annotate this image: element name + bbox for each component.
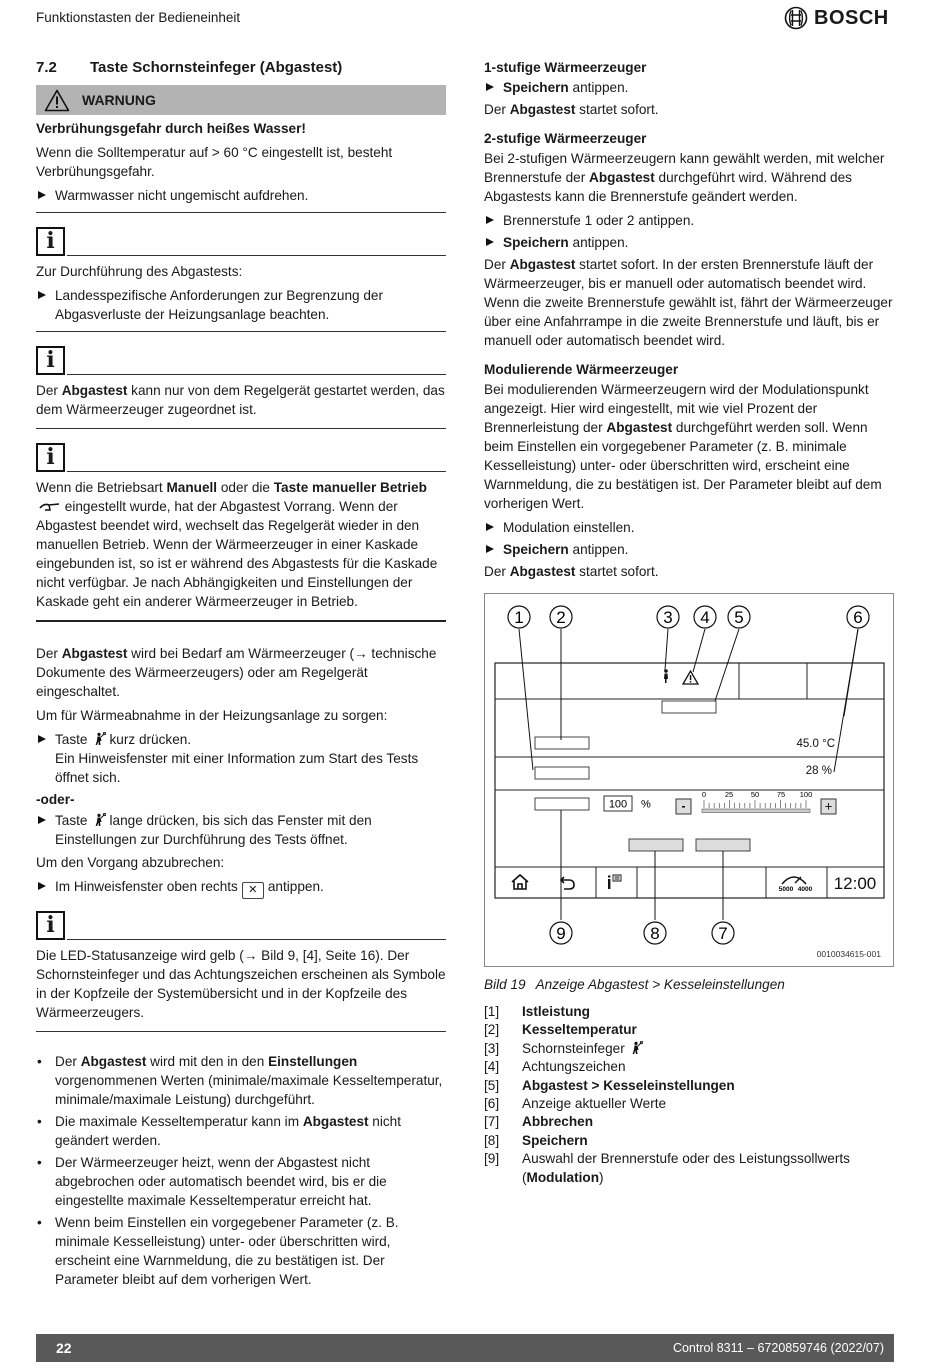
stage-label-placeholder — [535, 798, 589, 810]
info2-text: Der Abgastest kann nur von dem Regelgerät gestartet werden, das dem Wärmeerzeuger zugeordnet ist. — [36, 383, 445, 417]
cancel-button-placeholder — [696, 839, 750, 851]
tick-50: 50 — [750, 790, 760, 799]
step-2-stage-save: Speichern antippen. — [484, 233, 896, 252]
sweep-status-icon — [664, 669, 668, 683]
info-menu-icon — [608, 875, 621, 889]
warning-bar — [36, 85, 446, 115]
step-2-stage-select: Brennerstufe 1 oder 2 antippen. — [484, 211, 896, 230]
legend-index: [2] — [484, 1022, 500, 1038]
home-icon — [512, 875, 528, 889]
bullet-4: • Wenn beim Einstellen ein vorgegebener Parameter (z. B. minimale Kesselleistung) unter- oder überschritten wird, erscheint eine Warnmeldung, die zu bestätigen ist. Der Parameter bleibt auf dem vorherigen Wert. — [36, 1213, 446, 1289]
step-modulation-set: Modulation einstellen. — [484, 518, 896, 537]
subheading-2-stage: 2-stufige Wärmeerzeuger — [484, 131, 647, 146]
para-modulating-start: Der Abgastest startet sofort. — [484, 564, 659, 579]
info1-step: Landesspezifische Anforderungen zur Begrenzung der Abgasverluste der Heizungsanlage beachten. — [36, 286, 446, 324]
chimney-sweep-icon — [92, 732, 106, 746]
info3-text: Wenn die Betriebsart Manuell oder die Taste manueller Betrieb eingestellt wurde, hat der Abgastest Vorrang. Wenn der Abgastest beendet wird, wechselt das Regelgerät wieder in den manuellen Betrieb. Wenn der Wärmeerzeuger in einer Kaskade eingebunden ist, so ist er während des Abgastests für die Kaskade nicht verfügbar. Je nach Abhängigkeiten und Einstellungen der Kaskade geht ein anderer Wärmeerzeuger in Betrieb. — [36, 480, 438, 609]
modulation-value: 100 — [608, 798, 628, 811]
legend-index: [8] — [484, 1132, 500, 1148]
figure-display-diagram — [484, 593, 894, 967]
section-number: 7.2 — [36, 59, 57, 76]
warning-step: Warmwasser nicht ungemischt aufdrehen. — [36, 186, 446, 205]
callout-number-7: 7 — [718, 924, 728, 943]
legend-index: [6] — [484, 1096, 500, 1112]
info-header-1 — [36, 227, 446, 256]
bullet-1: • Der Abgastest wird mit den in den Einstellungen vorgenommenen Werten (minimale/maximale Kesseltemperatur, minimale/maximale Leistung) durchgeführt. — [36, 1052, 446, 1109]
legend-label: Auswahl der Brennerstufe oder des Leistungssollwerts (Modulation) — [522, 1151, 850, 1185]
legend-index: [5] — [484, 1077, 500, 1093]
info-icon: i — [36, 227, 65, 256]
power-label-placeholder — [535, 767, 589, 779]
warning-box — [36, 119, 446, 213]
info-box-2 — [36, 381, 446, 429]
info-box-1 — [36, 262, 446, 332]
figure-code: 0010034615-001 — [816, 949, 881, 959]
legend-item — [484, 1003, 896, 1021]
info4-text: Die LED-Statusanzeige wird gelb (→ Bild 9, [4], Seite 16). Der Schornsteinfeger und das Achtungszeichen erscheinen als Symbole in der Kopfzeile der Systemübersicht und in der Kopfzeile des Wärmeerzeugers. — [36, 948, 446, 1020]
chimney-sweep-icon — [629, 1041, 643, 1055]
legend-label: Achtungszeichen — [522, 1059, 626, 1075]
legend-index: [7] — [484, 1114, 500, 1130]
document-id: Control 8311 – 6720859746 (2022/07) — [672, 1341, 884, 1355]
legend-label: Kesseltemperatur — [522, 1022, 637, 1038]
legend-label: Abbrechen — [522, 1114, 594, 1130]
page-number: 22 — [56, 1340, 72, 1356]
body-step-1: Taste kurz drücken. Ein Hinweisfenster mit einer Information zum Start des Tests öffnet sich. — [36, 730, 446, 787]
legend-item — [484, 1040, 896, 1058]
para-1-stage: Der Abgastest startet sofort. — [484, 102, 659, 117]
legend-index: [4] — [484, 1059, 500, 1075]
subheading-1-stage: 1-stufige Wärmeerzeuger — [484, 60, 647, 75]
info-icon: i — [36, 443, 65, 472]
brand-logo — [784, 6, 889, 30]
legend-label: Anzeige aktueller Werte — [522, 1096, 667, 1112]
legend-item — [484, 1021, 896, 1039]
para-modulating: Bei modulierenden Wärmeerzeugern wird der Modulationspunkt angezeigt. Hier wird eingestellt, mit wie viel Prozent der Brennerleistung der Abgastest durchgeführt werden soll. Wenn beim Einstellen ein vorgegebener Parameter (z. B. minimale Kesselleistung) unter- oder überschritten wird, erscheint eine Warnmeldung, die zu bestätigen ist. Der Parameter bleibt auf dem vorherigen Wert. — [484, 382, 882, 511]
callout-number-5: 5 — [734, 608, 744, 627]
callout-number-9: 9 — [556, 924, 566, 943]
tick-100: 100 — [799, 790, 813, 799]
close-x-icon: ✕ — [242, 882, 264, 899]
body-p1: Der Abgastest wird bei Bedarf am Wärmeerzeuger (→ technische Dokumente des Wärmeerzeugers) oder am Regelgerät eingeschaltet. — [36, 646, 437, 699]
callout-number-4: 4 — [700, 608, 710, 627]
clock-time: 12:00 — [833, 874, 877, 893]
display-diagram — [485, 594, 895, 968]
tick-25: 25 — [724, 790, 734, 799]
info-box-4 — [36, 946, 446, 1032]
chimney-sweep-icon — [92, 813, 106, 827]
info-header-4 — [36, 911, 446, 940]
left-column — [36, 58, 446, 1292]
warning-status-icon — [683, 671, 698, 684]
temp-label-placeholder — [535, 737, 589, 749]
legend-label: Istleistung — [522, 1004, 590, 1019]
gauge-value-b: 4000 — [797, 886, 813, 893]
legend-item — [484, 1132, 896, 1150]
info-header-3 — [36, 443, 446, 472]
callout-number-8: 8 — [650, 924, 660, 943]
callout-number-1: 1 — [514, 608, 524, 627]
warning-headline: Verbrühungsgefahr durch heißes Wasser! — [36, 121, 306, 136]
legend-item — [484, 1058, 896, 1076]
body-step-3: Im Hinweisfenster oben rechts ✕ antippen. — [36, 877, 446, 899]
step-1-stage-save: Speichern antippen. — [484, 78, 896, 97]
bosch-armature-icon — [784, 6, 808, 30]
screen-frame — [495, 663, 884, 898]
subheading-modulating: Modulierende Wärmeerzeuger — [484, 362, 679, 377]
legend-item — [484, 1150, 896, 1187]
info-icon: i — [36, 346, 65, 375]
info1-text: Zur Durchführung des Abgastests: — [36, 264, 243, 279]
body-p2: Um für Wärmeabnahme in der Heizungsanlage zu sorgen: — [36, 708, 388, 723]
callout-number-3: 3 — [663, 608, 673, 627]
plus-label: + — [824, 798, 833, 814]
right-column — [484, 58, 896, 1187]
callout-number-2: 2 — [556, 608, 566, 627]
section-title: Taste Schornsteinfeger (Abgastest) — [90, 59, 343, 76]
legend-index: [9] — [484, 1151, 500, 1167]
body-step-2: Taste lange drücken, bis sich das Fenster mit den Einstellungen zur Durchführung des Tests öffnet. — [36, 811, 446, 849]
slider-track — [702, 809, 810, 813]
manual-hand-icon — [39, 500, 61, 512]
oder-label: -oder- — [36, 792, 75, 807]
legend-index: [1] — [484, 1004, 500, 1019]
legend-label: Speichern — [522, 1132, 588, 1148]
legend-index: [3] — [484, 1040, 500, 1056]
bullet-3: • Der Wärmeerzeuger heizt, wenn der Abgastest nicht abgebrochen oder automatisch beendet wird, bis er die eingestellte maximale Kesseltemperatur erreicht hat. — [36, 1153, 446, 1210]
back-icon — [561, 877, 574, 889]
warning-text: Wenn die Solltemperatur auf > 60 °C eingestellt ist, besteht Verbrühungsgefahr. — [36, 145, 393, 179]
legend-item — [484, 1095, 896, 1113]
info-box-3 — [36, 478, 446, 622]
figure-legend — [484, 1003, 896, 1187]
figure-caption: Bild 19 Anzeige Abgastest > Kesseleinstellungen — [484, 977, 785, 992]
modulation-unit: % — [641, 798, 651, 811]
body-p3: Um den Vorgang abzubrechen: — [36, 855, 225, 870]
minus-label: - — [681, 799, 686, 813]
para-2-stage-run: Der Abgastest startet sofort. In der ersten Brennerstufe läuft der Wärmeerzeuger, bis er manuell oder automatisch beendet wird. Wenn die zweite Brennerstufe gewählt ist, fährt der Wärmeerzeuger über eine Anfahrrampe in die zweite Brennerstufe und läuft, bis er manuell oder automatisch beendet wird. — [484, 257, 893, 348]
warning-label: WARNUNG — [82, 91, 156, 108]
screen-title-placeholder — [662, 701, 716, 713]
temp-value: 45.0 °C — [796, 738, 835, 750]
para-2-stage: Bei 2-stufigen Wärmeerzeugern kann gewählt werden, mit welcher Brennerstufe der Abgastest durchgeführt wird. Während des Abgastests kann die Brennerstufe geändert werden. — [484, 151, 885, 204]
step-modulation-save: Speichern antippen. — [484, 540, 896, 559]
slider-ticks — [704, 800, 806, 808]
section-heading — [36, 58, 446, 77]
page-footer — [36, 1334, 894, 1362]
tick-0: 0 — [701, 790, 707, 799]
percent-value: 28 % — [805, 765, 832, 777]
slider-tick-labels — [702, 790, 812, 799]
callout-number-6: 6 — [853, 608, 863, 627]
tick-75: 75 — [776, 790, 786, 799]
warning-triangle-icon — [44, 89, 70, 112]
legend-item — [484, 1113, 896, 1131]
bullet-2: • Die maximale Kesseltemperatur kann im Abgastest nicht geändert werden. — [36, 1112, 446, 1150]
brand-name: BOSCH — [814, 6, 889, 29]
heat-gauge-icon — [782, 877, 806, 884]
legend-label: Abgastest > Kesseleinstellungen — [522, 1077, 735, 1093]
save-button-placeholder — [629, 839, 683, 851]
running-header: Funktionstasten der Bedieneinheit — [36, 10, 241, 25]
legend-label: Schornsteinfeger — [522, 1040, 647, 1058]
info-header-2 — [36, 346, 446, 375]
gauge-value-a: 5000 — [778, 886, 794, 893]
info-icon: i — [36, 911, 65, 940]
legend-item — [484, 1077, 896, 1095]
